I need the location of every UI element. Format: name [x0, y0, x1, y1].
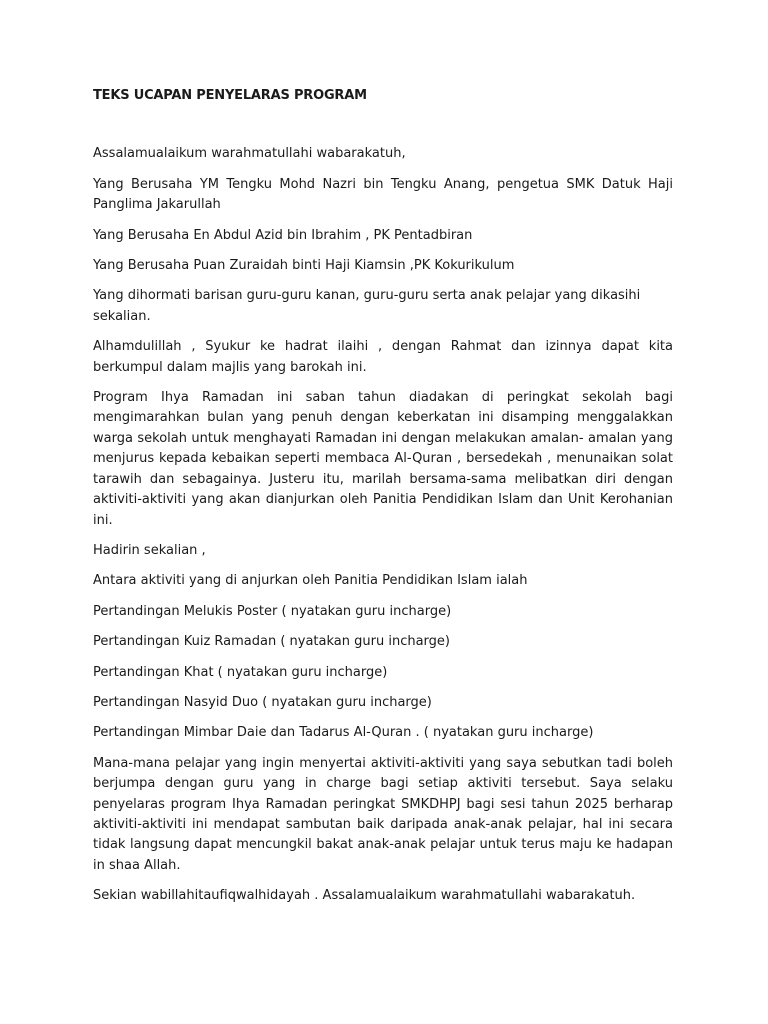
paragraph-pk-pentadbiran: Yang Berusaha En Abdul Azid bin Ibrahim , PK Pentadbiran — [93, 227, 473, 243]
document-title: TEKS UCAPAN PENYELARAS PROGRAM — [93, 88, 367, 103]
paragraph-aktiviti-khat: Pertandingan Khat ( nyatakan guru incharge) — [93, 664, 388, 680]
paragraph-penyertaan: Mana-mana pelajar yang ingin menyertai aktiviti-aktiviti yang saya sebutkan tadi boleh berjumpa dengan guru yang in charge bagi setiap aktiviti tersebut. Saya selaku penyelaras program Ihya Ramadan peringkat SMKDHPJ bagi sesi tahun 2025 berharap aktiviti-aktiviti ini mendapat sambutan baik daripada anak-anak pelajar, hal ini secara tidak langsung dapat mencungkil bakat anak-anak pelajar untuk terus maju ke hadapan in shaa Allah. — [93, 755, 673, 873]
paragraph-penutup: Sekian wabillahitaufiqwalhidayah . Assalamualaikum warahmatullahi wabarakatuh. — [93, 888, 636, 904]
paragraph-pengetua: Yang Berusaha YM Tengku Mohd Nazri bin Tengku Anang, pengetua SMK Datuk Haji Panglima Jakarullah — [93, 176, 673, 213]
paragraph-aktiviti-mimbar: Pertandingan Mimbar Daie dan Tadarus Al-Quran . ( nyatakan guru incharge) — [93, 725, 594, 741]
paragraph-alhamdulillah: Alhamdulillah , Syukur ke hadrat ilaihi , dengan Rahmat dan izinnya dapat kita berkumpul dalam majlis yang barokah ini. — [93, 339, 673, 375]
paragraph-antara-aktiviti: Antara aktiviti yang di anjurkan oleh Panitia Pendidikan Islam ialah — [93, 573, 528, 589]
paragraph-hadirin: Hadirin sekalian , — [93, 542, 206, 558]
document-page — [93, 86, 673, 917]
paragraph-aktiviti-kuiz: Pertandingan Kuiz Ramadan ( nyatakan guru incharge) — [93, 634, 450, 650]
paragraph-salam: Assalamualaikum warahmatullahi wabarakatuh, — [93, 146, 406, 162]
paragraph-program: Program Ihya Ramadan ini saban tahun diadakan di peringkat sekolah bagi mengimarahkan bulan yang penuh dengan keberkatan ini disamping menggalakkan warga sekolah untuk menghayati Ramadan ini dengan melakukan amalan- amalan yang menjurus kepada kebaikan seperti membaca Al-Quran , bersedekah , menunaikan solat tarawih dan sebagainya. Justeru itu, marilah bersama-sama melibatkan diri dengan aktiviti-aktiviti yang akan dianjurkan oleh Panitia Pendidikan Islam dan Unit Kerohanian ini. — [93, 390, 673, 528]
paragraph-guru: Yang dihormati barisan guru-guru kanan, guru-guru serta anak pelajar yang dikasihi sekalian. — [93, 288, 641, 324]
paragraph-pk-kokurikulum: Yang Berusaha Puan Zuraidah binti Haji Kiamsin ,PK Kokurikulum — [93, 258, 515, 274]
paragraph-aktiviti-poster: Pertandingan Melukis Poster ( nyatakan guru incharge) — [93, 603, 452, 619]
paragraph-aktiviti-nasyid: Pertandingan Nasyid Duo ( nyatakan guru incharge) — [93, 694, 432, 710]
